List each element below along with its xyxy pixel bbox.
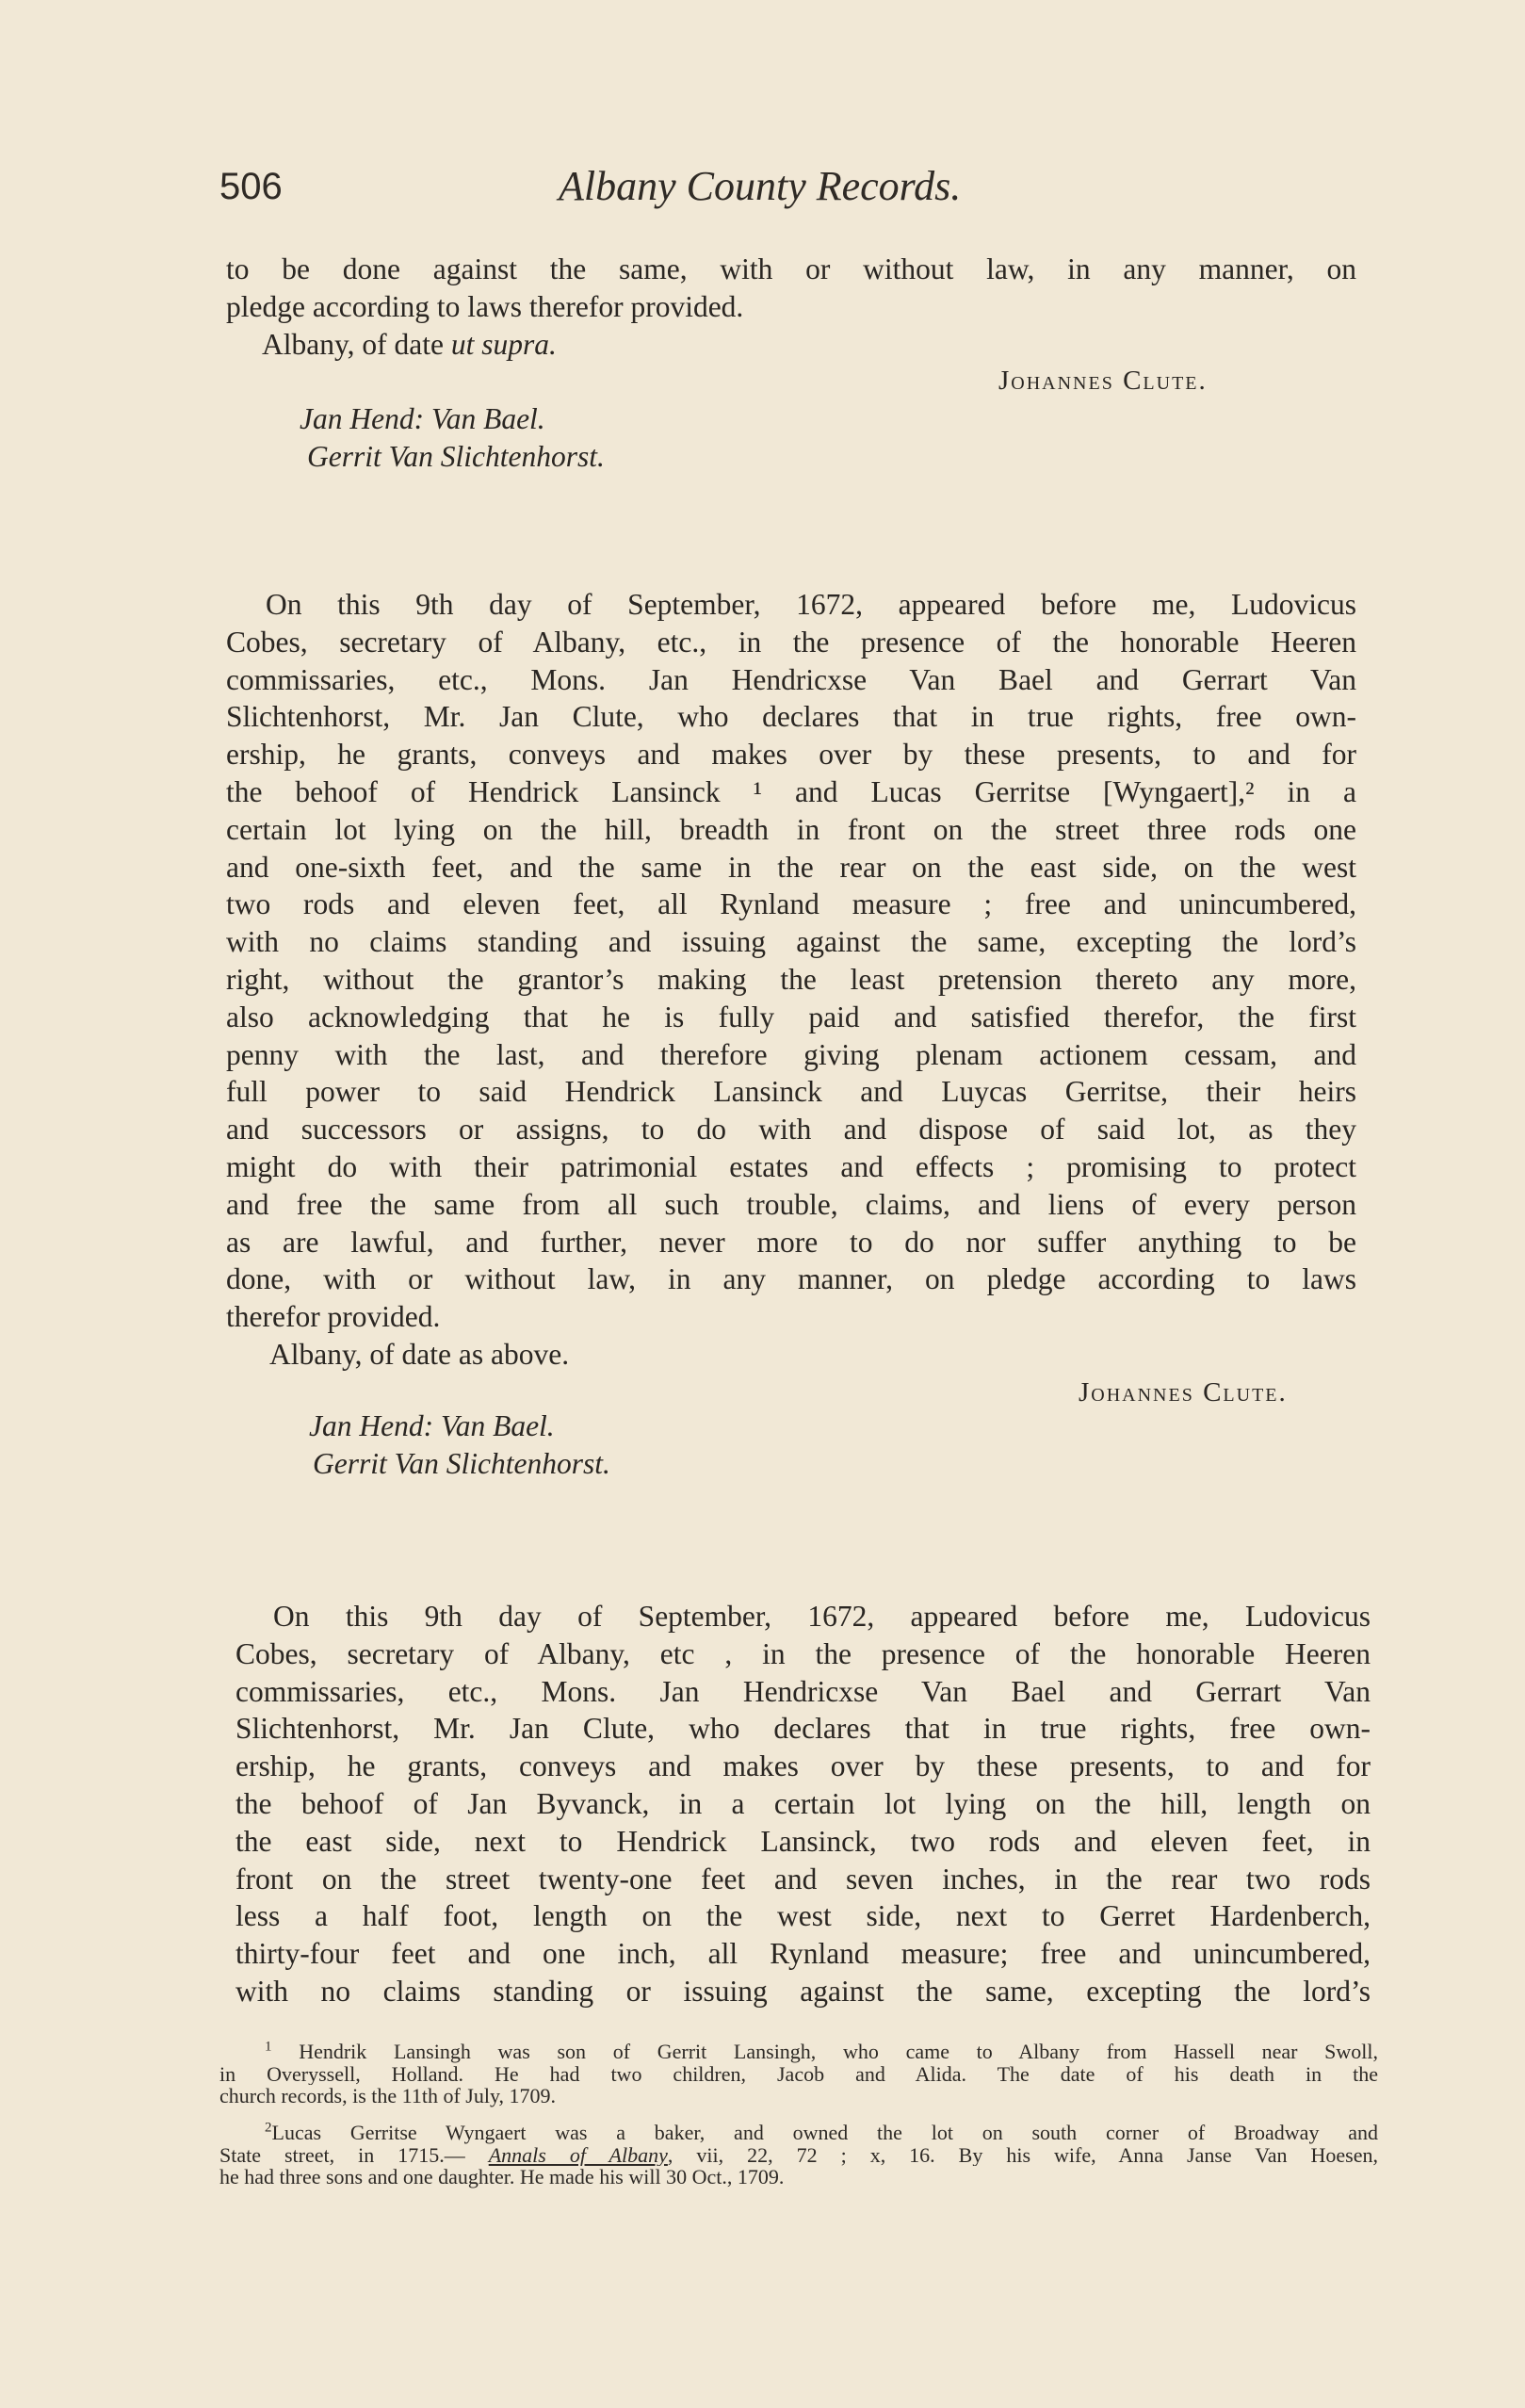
- footnote-1: [219, 2041, 1378, 2107]
- text-line: also acknowledging that he is fully paid and satisfied therefor, the first: [226, 1000, 1356, 1033]
- text-line: less a half foot, length on the west side, next to Gerret Hardenberch,: [235, 1899, 1371, 1933]
- text-line: ership, he grants, conveys and makes over by these presents, to and for: [226, 738, 1356, 772]
- place-date-italic: ut supra.: [450, 328, 557, 361]
- text-line: commissaries, etc., Mons. Jan Hendricxse Van Bael and Gerrart Van: [226, 662, 1356, 696]
- signatory: Johannes Clute.: [1079, 1377, 1288, 1407]
- text-line: Cobes, secretary of Albany, etc., in the presence of the honorable Heeren: [226, 625, 1356, 659]
- footnote-line: he had three sons and one daughter. He made his will 30 Oct., 1709.: [219, 2166, 785, 2188]
- witness-2: Gerrit Van Slichtenhorst.: [307, 440, 605, 473]
- text-line: the behoof of Hendrick Lansinck ¹ and Lucas Gerritse [Wyngaert],² in a: [226, 774, 1356, 808]
- footnote-line: church records, is the 11th of July, 1709.: [219, 2085, 557, 2107]
- text-line: with no claims standing and issuing against the same, excepting the lord’s: [226, 925, 1356, 959]
- text-line: the east side, next to Hendrick Lansinck, two rods and eleven feet, in: [235, 1824, 1371, 1858]
- footnote-marker: 2: [265, 2122, 272, 2136]
- footnote-line: [219, 2041, 1378, 2063]
- footnote-text: Hendrik Lansingh was son of Gerrit Lansingh, who came to Albany from Hassell near Swoll,: [299, 2041, 1378, 2063]
- text-line: On this 9th day of September, 1672, appeared before me, Ludovicus: [266, 588, 1356, 621]
- footnote-line: [219, 2122, 1378, 2144]
- footnote-text: Lucas Gerritse Wyngaert was a baker, and owned the lot on south corner of Broadway and: [271, 2122, 1378, 2144]
- place-date-text: Albany, of date: [262, 328, 451, 361]
- text-line: the behoof of Jan Byvanck, in a certain lot lying on the hill, length on: [235, 1786, 1371, 1820]
- footnote-line: [219, 2144, 1378, 2167]
- page-header: [219, 158, 1359, 215]
- footnote-2: [219, 2122, 1378, 2188]
- footnote-marker: 1: [265, 2041, 272, 2055]
- page-number: 506: [219, 166, 283, 207]
- text-line: to be done against the same, with or without law, in any manner, on: [226, 252, 1356, 285]
- text-line: and free the same from all such trouble, claims, and liens of every person: [226, 1187, 1356, 1221]
- text-line: two rods and eleven feet, all Rynland measure ; free and unincumbered,: [226, 887, 1356, 921]
- text-line: On this 9th day of September, 1672, appeared before me, Ludovicus: [273, 1600, 1371, 1633]
- place-date: [262, 326, 557, 364]
- deed-paragraph-1: [226, 586, 1356, 1336]
- text-line: thirty-four feet and one inch, all Rynland measure; free and unincumbered,: [235, 1937, 1371, 1971]
- text-line: full power to said Hendrick Lansinck and Luycas Gerritse, their heirs: [226, 1075, 1356, 1109]
- text-line: right, without the grantor’s making the least pretension thereto any more,: [226, 962, 1356, 996]
- footnote-text: , vii, 22, 72 ; x, 16. By his wife, Anna Janse Van Hoesen,: [667, 2143, 1378, 2166]
- text-line: Slichtenhorst, Mr. Jan Clute, who declares that in true rights, free own-: [235, 1712, 1371, 1746]
- text-line: penny with the last, and therefore giving plenam actionem cessam, and: [226, 1037, 1356, 1071]
- text-line: might do with their patrimonial estates and effects ; promising to protect: [226, 1149, 1356, 1183]
- signatory: Johannes Clute.: [998, 366, 1208, 396]
- text-line: and one-sixth feet, and the same in the rear on the east side, on the west: [226, 850, 1356, 884]
- text-line: therefor provided.: [226, 1300, 441, 1334]
- text-line: done, with or without law, in any manner, on pledge according to laws: [226, 1262, 1356, 1296]
- deed-paragraph-2: [235, 1598, 1371, 2010]
- witness-1: Jan Hend: Van Bael.: [309, 1409, 555, 1442]
- witness-1: Jan Hend: Van Bael.: [300, 402, 545, 435]
- text-line: front on the street twenty-one feet and seven inches, in the rear two rods: [235, 1862, 1371, 1895]
- place-date: Albany, of date as above.: [269, 1338, 570, 1371]
- continued-paragraph: [226, 251, 1356, 326]
- footnote-line: in Overyssell, Holland. He had two children, Jacob and Alida. The date of his death in the: [219, 2062, 1378, 2085]
- text-line: certain lot lying on the hill, breadth in front on the street three rods one: [226, 812, 1356, 846]
- running-title: Albany County Records.: [559, 163, 962, 209]
- text-line: Slichtenhorst, Mr. Jan Clute, who declares that in true rights, free own-: [226, 700, 1356, 734]
- text-line: commissaries, etc., Mons. Jan Hendricxse Van Bael and Gerrart Van: [235, 1674, 1371, 1708]
- footnote-text: State street, in 1715.—: [219, 2143, 489, 2166]
- text-line: ership, he grants, conveys and makes over by these presents, to and for: [235, 1749, 1371, 1783]
- text-line: Cobes, secretary of Albany, etc , in the presence of the honorable Heeren: [235, 1636, 1371, 1670]
- text-line: with no claims standing or issuing against the same, excepting the lord’s: [235, 1974, 1371, 2008]
- text-line: and successors or assigns, to do with and dispose of said lot, as they: [226, 1113, 1356, 1147]
- witness-2: Gerrit Van Slichtenhorst.: [313, 1447, 610, 1480]
- text-line: pledge according to laws therefor provided.: [226, 289, 744, 323]
- annals-citation: Annals of Albany: [488, 2143, 668, 2166]
- text-line: as are lawful, and further, never more to do nor suffer anything to be: [226, 1225, 1356, 1259]
